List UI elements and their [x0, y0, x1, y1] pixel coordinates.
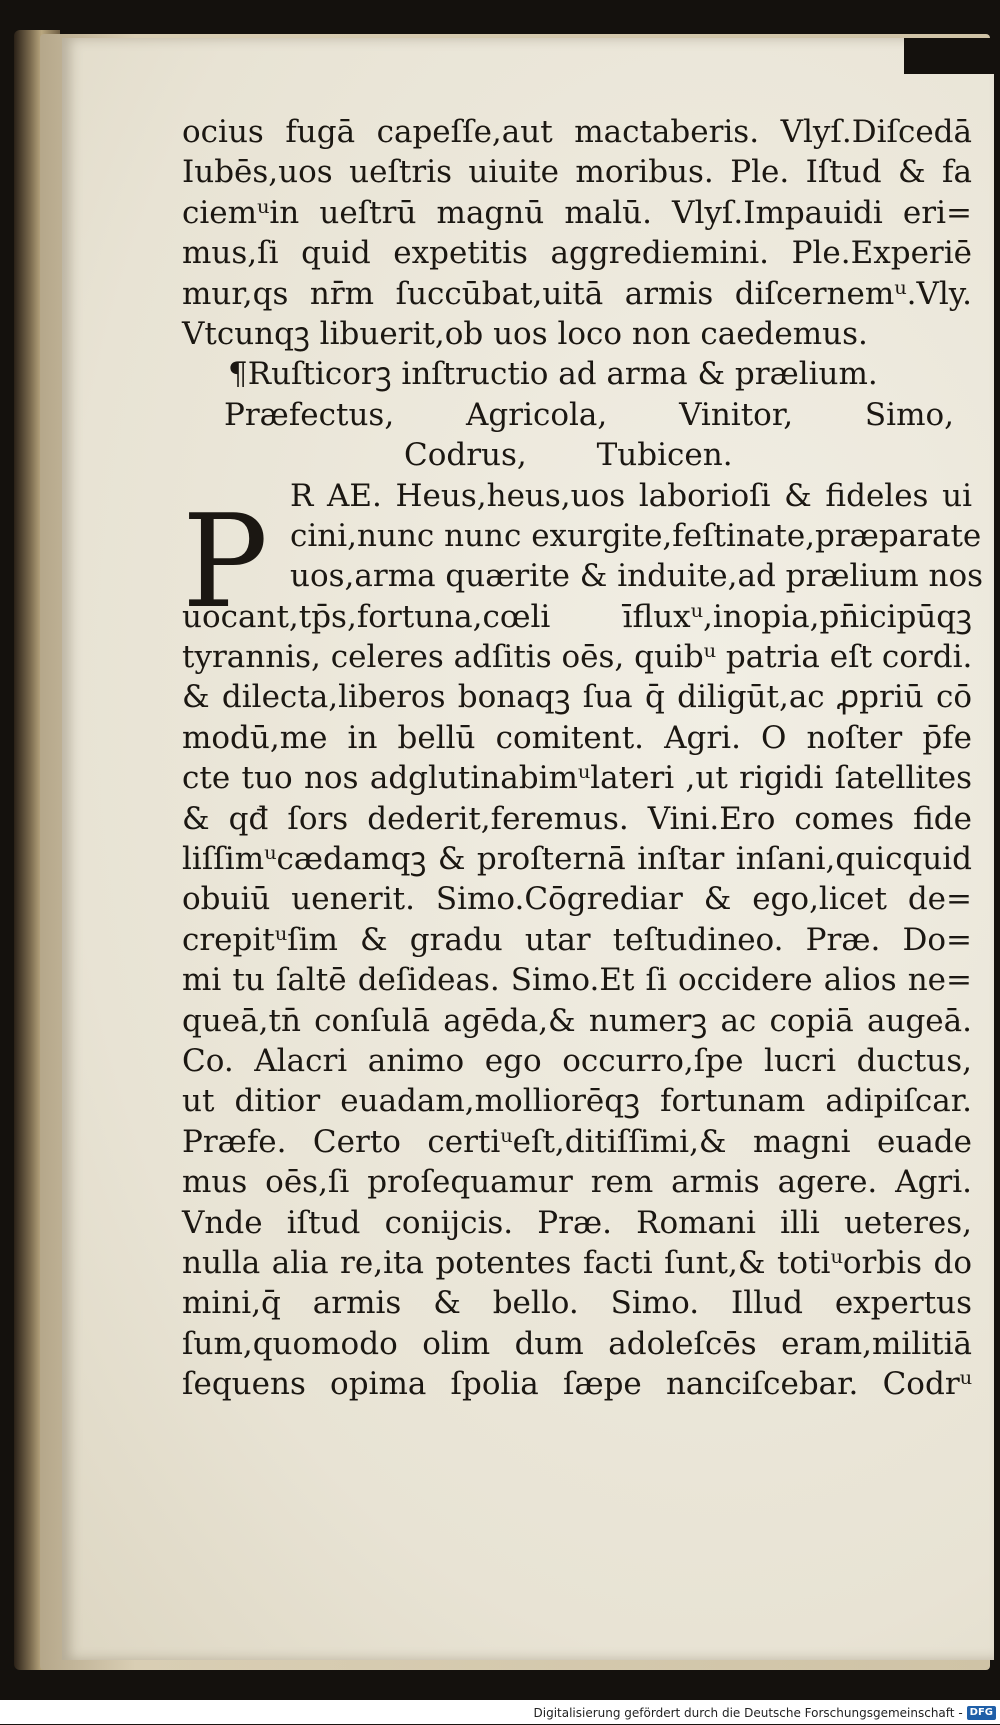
page-text-block: [182, 112, 984, 1405]
text-line: ſum,quomodo olim dum adoleſcēs eram,militiā: [182, 1325, 972, 1362]
text-line: mur,qs nr̄m ſuccūbat,uitā armis diſcernemᵘ.Vly.: [182, 275, 972, 312]
text-line: mi tu ſaltē deſideas. Simo.Et ſi occidere alios ne=: [182, 962, 972, 999]
text-line: nulla alia re,ita potentes facti ſunt,& totiᵘorbis do: [182, 1244, 972, 1281]
text-line: queā,tn̄ conſulā agēda,& numerꝫ ac copiā augeā.: [182, 1002, 972, 1039]
text-line: mus oēs,ſi proſequamur rem armis agere. Agri.: [182, 1164, 972, 1201]
text-line: ocius fugā capeſſe,aut mactaberis. Vlyſ.Diſcedā: [182, 114, 972, 150]
text-line: mini,q̄ armis & bello. Simo. Illud expertus: [182, 1285, 972, 1322]
text-line: R AE. Heus,heus,uos laborioſi & fideles ui: [290, 477, 972, 514]
text-line: Co. Alacri animo ego occurro,ſpe lucri ductus,: [182, 1042, 972, 1079]
dramatis-personae-row-2: Codrus, Tubicen.: [404, 437, 733, 474]
text-line: modū,me in bellū comitent. Agri. O noſter p̄fe: [182, 719, 972, 756]
text-line: Iubēs,uos ueſtris uiuite moribus. Ple. Iſtud & fa: [182, 154, 972, 191]
text-line: uocant,tp̄s,fortuna,cœli īfluxᵘ,inopia,pn̄icipūqꝫ: [182, 598, 972, 635]
text-line: mus,ſi quid expetitis aggrediemini. Ple.Experiē: [182, 235, 972, 272]
text-line: obuiū uenerit. Simo.Cōgrediar & ego,licet de=: [182, 881, 972, 918]
page-corner-damage: [904, 38, 994, 74]
text-line: Vnde iſtud conijcis. Præ. Romani illi ueteres,: [182, 1204, 972, 1241]
dramatis-personae-row-1: Præfectus, Agricola, Vinitor, Simo,: [224, 396, 954, 433]
text-line: crepitᵘſim & gradu utar teſtudineo. Præ. Do=: [182, 921, 972, 958]
dfg-logo-icon: DFG: [967, 1706, 996, 1720]
text-line: & dilecta,liberos bonaqꝫ ſua q̄ diligūt,ac ꝓpriū cō: [182, 679, 972, 716]
text-line: liſſimᵘcædamqꝫ & proſternā inſtar inſani,quicquid: [182, 841, 972, 878]
footer-credit: Digitalisierung gefördert durch die Deutsche Forschungsgemeinschaft -: [533, 1705, 963, 1720]
text-line: ſequens opima ſpolia ſæpe nanciſcebar. Codrᵘ: [182, 1366, 972, 1403]
text-line: ciemᵘin ueſtrū magnū malū. Vlyſ.Impauidi eri=: [182, 194, 972, 231]
text-line: cte tuo nos adglutinabimᵘlateri ,ut rigidi ſatellites: [182, 760, 972, 797]
text-line: uos,arma quærite & induite,ad prælium nos: [290, 558, 984, 595]
text-line: Vtcunqꝫ libuerit,ob uos loco non caedemus.: [182, 315, 868, 352]
text-line: Præfe. Certo certiᵘeſt,ditiſſimi,& magni euade: [182, 1123, 972, 1160]
text-line: cini,nunc nunc exurgite,feſtinate,præparate: [290, 517, 982, 554]
text-line: ut ditior euadam,molliorēqꝫ fortunam adipiſcar.: [182, 1083, 972, 1120]
digitization-footer: [0, 1700, 1000, 1724]
text-line: & qđ ſors dederit,feremus. Vini.Ero comes fide: [182, 800, 972, 837]
section-heading: ¶Ruſticorꝫ inſtructio ad arma & prælium.: [228, 356, 878, 393]
text-line: tyrannis, celeres adſitis oēs, quibᵘ patria eſt cordi.: [182, 639, 973, 676]
drop-cap-initial: P: [182, 488, 269, 637]
